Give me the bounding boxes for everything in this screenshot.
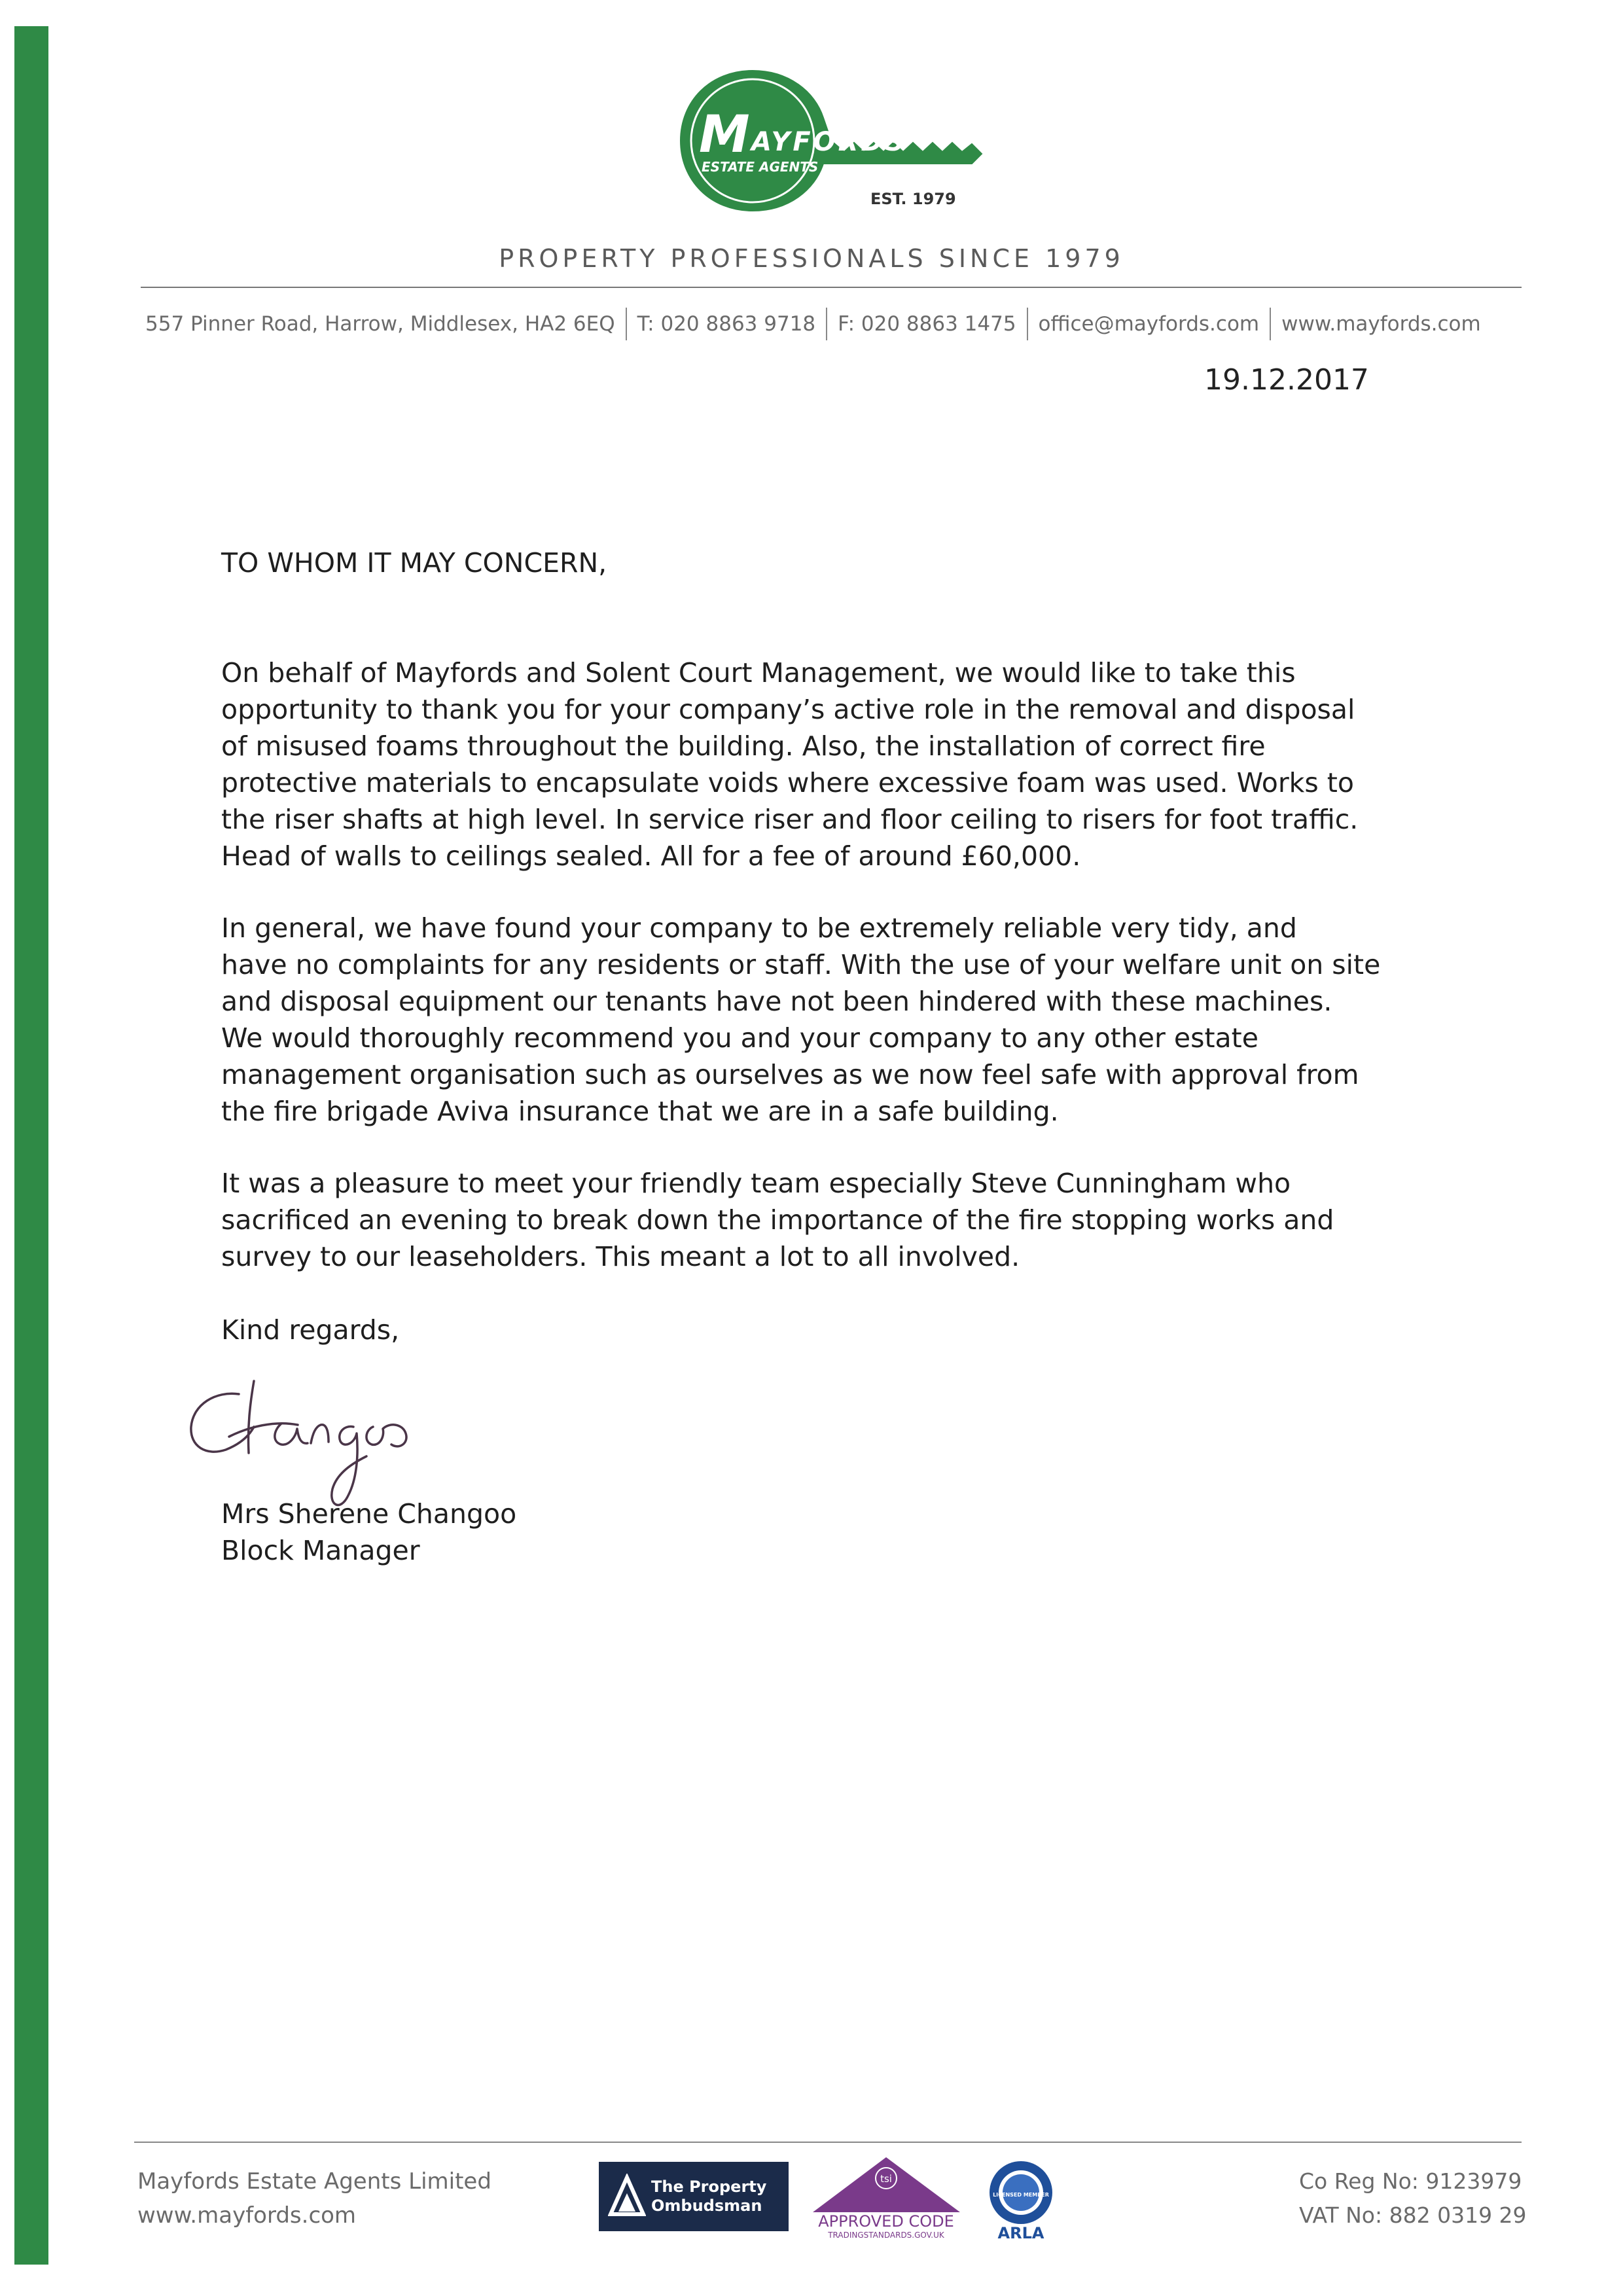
salutation: TO WHOM IT MAY CONCERN, [221,547,607,579]
tsi-text: APPROVED CODE [818,2212,954,2231]
tsi-badge: tsi [880,2173,892,2185]
tagline: PROPERTY PROFESSIONALS SINCE 1979 [499,244,1124,273]
logo-est: EST. 1979 [870,190,956,208]
logo-sub: ESTATE AGENTS [702,159,819,175]
mayfords-logo [674,65,988,216]
header-divider [141,287,1522,288]
ombudsman-line-1: The Property [651,2178,767,2196]
signer-role: Block Manager [221,1535,420,1566]
company-website[interactable]: www.mayfords.com [137,2202,357,2229]
letter-date: 19.12.2017 [1204,363,1369,397]
separator [626,308,627,340]
footer-registration-block [1299,2164,1527,2233]
footer-divider [134,2142,1522,2143]
paragraph-line: protective materials to encapsulate voids where excessive foam was used. Works to [221,767,1354,798]
contact-line [145,308,1533,340]
paragraph-line: management organisation such as ourselves as we now feel safe with approval from [221,1059,1359,1090]
tsi-sub: TRADINGSTANDARDS.GOV.UK [828,2231,944,2240]
separator [1270,308,1271,340]
paragraph-line: Head of walls to ceilings sealed. All for a fee of around £60,000. [221,840,1081,872]
svg-text:AYFORDS: AYFORDS [751,127,907,157]
paragraph-2 [221,910,1478,1130]
paragraph-line: the fire brigade Aviva insurance that we are in a safe building. [221,1096,1059,1127]
paragraph-line: the riser shafts at high level. In service riser and floor ceiling to risers for foot traffic. [221,804,1359,835]
paragraph-line: On behalf of Mayfords and Solent Court Management, we would like to take this [221,657,1296,689]
handwritten-signature [177,1365,478,1515]
company-registration-number: Co Reg No: 9123979 [1299,2168,1522,2194]
paragraph-line: of misused foams throughout the building. Also, the installation of correct fire [221,730,1266,762]
footer-company-block [137,2164,491,2233]
green-side-bar [14,26,48,2265]
paragraph-line: opportunity to thank you for your company’s active role in the removal and disposal [221,694,1355,725]
separator [826,308,827,340]
company-name: Mayfords Estate Agents Limited [137,2168,491,2195]
paragraph-3 [221,1165,1478,1275]
closing: Kind regards, [221,1314,400,1346]
email[interactable]: office@mayfords.com [1038,312,1260,336]
property-ombudsman-logo [599,2162,789,2231]
tsi-approved-code-logo [806,2152,967,2240]
ombudsman-line-2: Ombudsman [651,2197,762,2215]
fax: F: 020 8863 1475 [838,312,1016,336]
separator [1027,308,1028,340]
arla-badge: LICENSED MEMBER [993,2192,1049,2198]
paragraph-line: It was a pleasure to meet your friendly team especially Steve Cunningham who [221,1168,1291,1199]
address: 557 Pinner Road, Harrow, Middlesex, HA2 6EQ [145,312,615,336]
paragraph-line: have no complaints for any residents or staff. With the use of your welfare unit on site [221,949,1381,980]
vat-number: VAT No: 882 0319 29 [1299,2202,1527,2228]
ombudsman-triangle-icon [608,2174,646,2219]
paragraph-1 [221,655,1478,874]
paragraph-line: In general, we have found your company to be extremely reliable very tidy, and [221,912,1297,944]
arla-logo [978,2157,1063,2242]
signer-name: Mrs Sherene Changoo [221,1498,517,1530]
telephone: T: 020 8863 9718 [637,312,816,336]
website[interactable]: www.mayfords.com [1281,312,1481,336]
paragraph-line: sacrificed an evening to break down the importance of the fire stopping works and [221,1204,1334,1236]
paragraph-line: We would thoroughly recommend you and your company to any other estate [221,1022,1258,1054]
arla-text: ARLA [997,2224,1044,2242]
svg-text:M: M [699,105,750,164]
paragraph-line: survey to our leaseholders. This meant a lot to all involved. [221,1241,1020,1272]
paragraph-line: and disposal equipment our tenants have not been hindered with these machines. [221,986,1332,1017]
